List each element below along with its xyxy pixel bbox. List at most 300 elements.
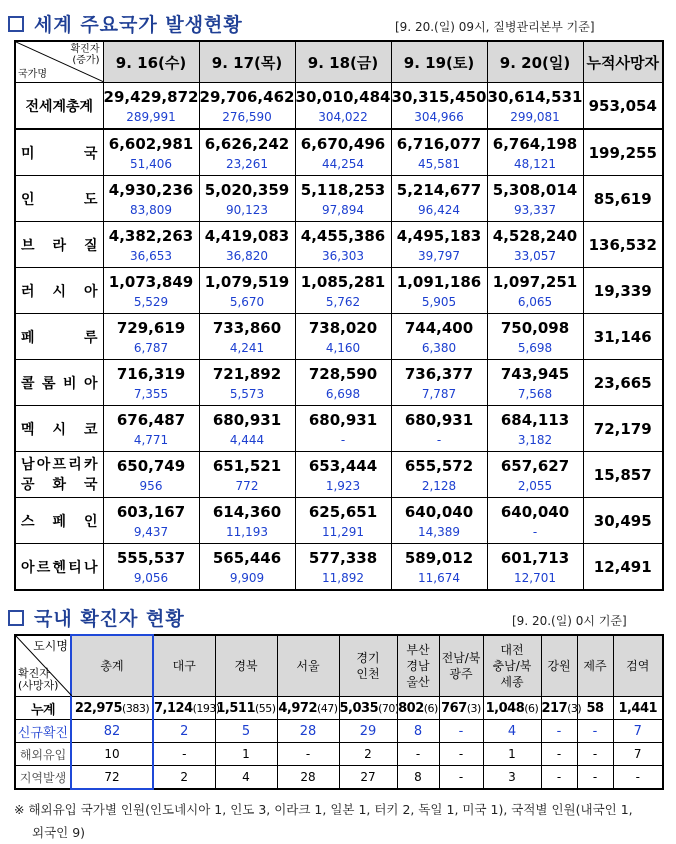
country-name: 전세계총계 [25, 98, 94, 115]
case-cell [391, 498, 487, 544]
region-header [397, 635, 439, 697]
cell-value: - [458, 723, 464, 739]
name-char: 인 [21, 191, 35, 208]
case-cell [199, 222, 295, 268]
name-char: 티 [68, 559, 82, 576]
case-cell [295, 360, 391, 406]
name-char: 미 [21, 145, 35, 162]
table-row [15, 83, 663, 130]
name-char: 라 [52, 237, 67, 254]
cell-value: 7 [633, 723, 642, 739]
cumulative-cases: 743,945 [500, 364, 570, 383]
country-name [21, 143, 98, 163]
region-header [339, 635, 397, 697]
cell-value: - [556, 747, 562, 761]
cell-value: 1 [242, 747, 250, 761]
daily-increase: 23,261 [226, 156, 268, 171]
data-cell [483, 720, 541, 743]
country-name-cell [15, 360, 103, 406]
country-name-cell [15, 268, 103, 314]
case-cell [391, 360, 487, 406]
corner-top-label: 확진자 [70, 44, 100, 55]
cell-value: 10 [104, 747, 120, 761]
data-cell [339, 743, 397, 766]
region-header-line: 충남/북 [492, 659, 532, 673]
case-cell [295, 222, 391, 268]
row-label: 신규확진 [15, 720, 71, 743]
region-header-line: 대전 [500, 643, 524, 657]
cell-value: - [592, 747, 598, 761]
case-cell [199, 498, 295, 544]
daily-increase: 11,674 [418, 570, 460, 585]
cumulative-cases: 680,931 [404, 410, 474, 429]
name-char: 시 [52, 421, 67, 438]
daily-increase: 956 [139, 478, 163, 493]
cumulative-deaths: 30,495 [583, 498, 663, 544]
case-cell [295, 452, 391, 498]
name-char: 국 [83, 476, 98, 493]
region-header-line: 대구 [172, 659, 196, 673]
case-cell [103, 406, 199, 452]
cell-value: 3 [508, 770, 516, 784]
cumulative-cases: 6,602,981 [108, 134, 194, 153]
region-header-line: 세종 [500, 675, 524, 689]
cell-value: - [592, 723, 598, 739]
cumulative-cases: 29,429,872 [103, 87, 199, 106]
name-char: 화 [52, 476, 67, 493]
case-cell [391, 314, 487, 360]
case-cell [103, 360, 199, 406]
data-cell [339, 766, 397, 790]
name-char: 비 [62, 375, 77, 392]
case-cell [295, 83, 391, 130]
region-header [541, 635, 577, 697]
daily-increase: 289,991 [126, 109, 176, 124]
region-header [577, 635, 613, 697]
case-cell [199, 83, 295, 130]
data-cell [541, 743, 577, 766]
daily-increase: 5,573 [229, 386, 265, 401]
case-cell [103, 314, 199, 360]
name-char: 카 [83, 456, 98, 473]
case-cell [487, 544, 583, 591]
cumulative-cases: 5,118,253 [300, 180, 386, 199]
cumulative-cases: 651,521 [212, 456, 282, 475]
region-header [71, 635, 153, 697]
daily-increase: 2,055 [517, 478, 553, 493]
cumulative-deaths: 23,665 [583, 360, 663, 406]
daily-increase: 44,254 [322, 156, 364, 171]
case-cell [487, 176, 583, 222]
cell-deaths: (70) [378, 701, 399, 715]
cumulative-cases: 1,079,519 [204, 272, 290, 291]
section1-reference: [9. 20.(일) 09시, 질병관리본부 기준] [395, 20, 595, 34]
daily-increase: - [340, 432, 346, 447]
cell-value: 5,035 [339, 700, 379, 716]
cumulative-cases: 565,446 [212, 548, 282, 567]
cumulative-cases: 4,419,083 [204, 226, 290, 245]
daily-increase: 7,355 [133, 386, 169, 401]
case-cell [487, 268, 583, 314]
cumulative-deaths: 85,619 [583, 176, 663, 222]
date-header: 9. 18(금) [295, 41, 391, 83]
corner-bottom-label [18, 668, 58, 692]
country-name-cell [15, 129, 103, 176]
table-row [15, 268, 663, 314]
cumulative-cases: 603,167 [116, 502, 186, 521]
country-name-cell [15, 452, 103, 498]
case-cell [295, 268, 391, 314]
name-char: 러 [21, 283, 35, 300]
name-char: 스 [21, 513, 35, 530]
cell-deaths: (6) [524, 701, 539, 715]
data-cell [215, 720, 277, 743]
daily-increase: 304,966 [414, 109, 464, 124]
case-cell [487, 129, 583, 176]
region-header-line: 제주 [583, 659, 607, 673]
table-row [15, 129, 663, 176]
country-name-cell [15, 314, 103, 360]
daily-increase: 9,909 [229, 570, 265, 585]
data-cell [277, 766, 339, 790]
data-cell [277, 697, 339, 720]
corner-bottom-line: (사망자) [18, 679, 59, 692]
data-cell [577, 766, 613, 790]
cell-value: 27 [360, 770, 376, 784]
case-cell [199, 129, 295, 176]
case-cell [295, 544, 391, 591]
data-cell [153, 720, 215, 743]
daily-increase: 4,444 [229, 432, 265, 447]
cumulative-cases: 30,614,531 [487, 87, 583, 106]
row-label: 해외유입 [15, 743, 71, 766]
region-header [277, 635, 339, 697]
case-cell [103, 268, 199, 314]
cell-value: 2 [180, 770, 189, 784]
corner-top-sub-label: (증가) [72, 55, 100, 66]
world-status-table [14, 40, 664, 591]
name-char: 아 [83, 375, 98, 392]
cell-value: 4 [507, 723, 517, 739]
cumulative-cases: 657,627 [500, 456, 570, 475]
case-cell [103, 498, 199, 544]
name-char: 공 [21, 476, 35, 493]
name-char: 르 [36, 559, 51, 576]
case-cell [487, 452, 583, 498]
cumulative-cases: 716,319 [116, 364, 186, 383]
data-cell [577, 743, 613, 766]
country-name [21, 235, 98, 255]
daily-increase: 772 [235, 478, 259, 493]
country-name-cell [15, 222, 103, 268]
cumulative-cases: 744,400 [404, 318, 474, 337]
cumulative-cases: 4,455,386 [300, 226, 386, 245]
cell-value: 2 [180, 723, 189, 739]
country-name [21, 281, 98, 301]
cumulative-cases: 680,931 [308, 410, 378, 429]
country-name-cell [15, 498, 103, 544]
daily-increase: 14,389 [418, 524, 460, 539]
region-header-line: 경남 [406, 659, 430, 673]
daily-increase: 12,701 [514, 570, 556, 585]
name-char: 인 [83, 513, 98, 530]
case-cell [199, 544, 295, 591]
data-cell [613, 720, 663, 743]
table-row [15, 766, 663, 790]
country-name [21, 373, 98, 393]
daily-increase: 93,337 [514, 202, 556, 217]
cumulative-cases: 589,012 [404, 548, 474, 567]
table-row [15, 544, 663, 591]
daily-increase: 6,698 [325, 386, 361, 401]
footnote-line: ※ 해외유입 국가별 인원(인도네시아 1, 인도 3, 이라크 1, 일본 1, 터키 2, 독일 1, 미국 1), 국적별 인원(내국인 1, [14, 802, 633, 817]
data-cell [439, 743, 483, 766]
region-header [439, 635, 483, 697]
date-header: 9. 17(목) [199, 41, 295, 83]
cumulative-cases: 577,338 [308, 548, 378, 567]
cumulative-cases: 4,528,240 [492, 226, 578, 245]
cumulative-cases: 6,716,077 [396, 134, 482, 153]
daily-increase: 6,065 [517, 294, 553, 309]
data-cell [277, 743, 339, 766]
cumulative-cases: 30,315,450 [391, 87, 487, 106]
checkbox-square-icon [8, 610, 24, 626]
corner-top-label: 도시명 [33, 639, 68, 653]
cumulative-cases: 4,930,236 [108, 180, 194, 199]
corner-bottom-label: 국가명 [18, 69, 47, 80]
cumulative-deaths: 15,857 [583, 452, 663, 498]
row-label: 누계 [15, 697, 71, 720]
daily-increase: 36,820 [226, 248, 268, 263]
cumulative-cases: 1,091,186 [396, 272, 482, 291]
country-name [21, 511, 98, 531]
data-cell [153, 766, 215, 790]
cell-value: 4,972 [278, 700, 318, 716]
cell-deaths: (3) [466, 701, 481, 715]
data-cell [483, 766, 541, 790]
case-cell [391, 544, 487, 591]
case-cell [487, 498, 583, 544]
data-cell [577, 697, 613, 720]
cumulative-cases: 5,020,359 [204, 180, 290, 199]
region-header [483, 635, 541, 697]
case-cell [199, 176, 295, 222]
daily-increase: 1,923 [325, 478, 361, 493]
daily-increase: 11,892 [322, 570, 364, 585]
name-char: 아 [21, 559, 35, 576]
daily-increase: 45,581 [418, 156, 460, 171]
name-char: 아 [83, 283, 98, 300]
case-cell [103, 222, 199, 268]
daily-increase: 48,121 [514, 156, 556, 171]
cell-value: 58 [586, 700, 604, 716]
cumulative-cases: 5,308,014 [492, 180, 578, 199]
daily-increase: 3,182 [517, 432, 553, 447]
data-cell [483, 697, 541, 720]
case-cell [199, 360, 295, 406]
region-header-line: 인천 [356, 667, 380, 681]
cell-value: 5 [241, 723, 251, 739]
cumulative-cases: 29,706,462 [199, 87, 295, 106]
case-cell [295, 498, 391, 544]
name-char: 질 [83, 237, 98, 254]
section2-reference: [9. 20.(일) 0시 기준] [512, 614, 627, 628]
table-row [15, 314, 663, 360]
country-name-cell [15, 83, 103, 130]
region-header-line: 서울 [296, 659, 320, 673]
domestic-status-table [14, 634, 664, 790]
case-cell [103, 544, 199, 591]
table-row [15, 452, 663, 498]
name-char: 멕 [21, 421, 35, 438]
daily-increase: 97,894 [322, 202, 364, 217]
cell-value: - [458, 747, 464, 761]
date-header: 9. 16(수) [103, 41, 199, 83]
cumulative-deaths: 12,491 [583, 544, 663, 591]
case-cell [199, 314, 295, 360]
daily-increase: 6,787 [133, 340, 169, 355]
region-header-line: 경북 [234, 659, 258, 673]
cumulative-cases: 601,713 [500, 548, 570, 567]
cell-value: 1,511 [216, 700, 256, 716]
table-row [15, 697, 663, 720]
section2-title: 국내 확진자 현황 [8, 604, 185, 631]
cumulative-cases: 655,572 [404, 456, 474, 475]
cumulative-cases: 625,651 [308, 502, 378, 521]
cell-value: - [182, 747, 187, 761]
data-cell [153, 697, 220, 720]
data-cell [541, 720, 577, 743]
table-row [15, 176, 663, 222]
country-name [21, 327, 98, 347]
case-cell [199, 268, 295, 314]
data-cell [397, 697, 439, 720]
cell-deaths: (6) [423, 701, 438, 715]
daily-increase: 90,123 [226, 202, 268, 217]
daily-increase: 4,241 [229, 340, 265, 355]
cell-deaths: (383) [122, 701, 150, 715]
case-cell [391, 83, 487, 130]
cell-value: 22,975 [74, 700, 123, 716]
case-cell [391, 406, 487, 452]
data-cell [397, 743, 439, 766]
table-row [15, 720, 663, 743]
case-cell [103, 129, 199, 176]
cumulative-deaths: 953,054 [583, 83, 663, 130]
daily-increase: 4,771 [133, 432, 169, 447]
checkbox-square-icon [8, 16, 24, 32]
cumulative-cases: 1,097,251 [492, 272, 578, 291]
cell-deaths: (47) [317, 701, 338, 715]
cell-value: 82 [103, 723, 121, 739]
data-cell [153, 743, 215, 766]
case-cell [103, 452, 199, 498]
country-name-cell [15, 406, 103, 452]
cumulative-cases: 733,860 [212, 318, 282, 337]
data-cell [541, 697, 582, 720]
corner-bottom-line: 확진자 [18, 667, 50, 680]
table-row [15, 406, 663, 452]
cell-value: - [458, 770, 464, 784]
name-char: 헨 [52, 559, 66, 576]
daily-increase: 36,303 [322, 248, 364, 263]
cumulative-cases: 4,382,263 [108, 226, 194, 245]
daily-increase: - [436, 432, 442, 447]
cumulative-cases: 736,377 [404, 364, 474, 383]
daily-increase: 96,424 [418, 202, 460, 217]
domestic-corner-header [15, 635, 71, 697]
region-header-line: 부산 [406, 643, 430, 657]
country-name-cell [15, 544, 103, 591]
data-cell [397, 766, 439, 790]
daily-increase: 5,762 [325, 294, 361, 309]
data-cell [215, 697, 277, 720]
case-cell [391, 452, 487, 498]
data-cell [613, 743, 663, 766]
data-cell [483, 743, 541, 766]
name-char: 도 [83, 191, 98, 208]
cumulative-cases: 684,113 [500, 410, 570, 429]
cumulative-cases: 30,010,484 [295, 87, 391, 106]
section1-title: 세계 주요국가 발생현황 [8, 10, 243, 37]
case-cell [391, 222, 487, 268]
case-cell [487, 314, 583, 360]
daily-increase: - [532, 524, 538, 539]
cell-value: 217 [541, 700, 568, 716]
name-char: 시 [52, 283, 67, 300]
case-cell [391, 176, 487, 222]
row-label: 지역발생 [15, 766, 71, 790]
cumulative-cases: 650,749 [116, 456, 186, 475]
name-char: 페 [52, 513, 67, 530]
country-name [21, 419, 98, 439]
name-char: 브 [21, 237, 35, 254]
data-cell [613, 697, 663, 720]
total-deaths-header: 누적사망자 [583, 41, 663, 83]
data-cell [71, 697, 153, 720]
data-cell [439, 766, 483, 790]
cell-value: 7 [633, 747, 642, 761]
name-char: 롬 [41, 375, 56, 392]
data-cell [439, 697, 483, 720]
name-char: 국 [83, 145, 98, 162]
cumulative-cases: 6,764,198 [492, 134, 578, 153]
case-cell [391, 268, 487, 314]
daily-increase: 7,787 [421, 386, 457, 401]
cumulative-cases: 750,098 [500, 318, 570, 337]
cell-value: 28 [299, 723, 317, 739]
case-cell [487, 360, 583, 406]
cumulative-cases: 1,085,281 [300, 272, 386, 291]
cumulative-cases: 728,590 [308, 364, 378, 383]
data-cell [71, 720, 153, 743]
cumulative-deaths: 72,179 [583, 406, 663, 452]
case-cell [103, 176, 199, 222]
case-cell [487, 406, 583, 452]
cell-deaths: (55) [255, 701, 276, 715]
daily-increase: 5,670 [229, 294, 265, 309]
cumulative-cases: 614,360 [212, 502, 282, 521]
cumulative-cases: 738,020 [308, 318, 378, 337]
daily-increase: 9,056 [133, 570, 169, 585]
name-char: 프 [52, 456, 66, 473]
cell-value: 802 [398, 700, 424, 716]
cell-value: - [415, 747, 421, 761]
cumulative-deaths: 199,255 [583, 129, 663, 176]
cumulative-cases: 653,444 [308, 456, 378, 475]
cell-value: - [592, 770, 598, 784]
case-cell [487, 222, 583, 268]
